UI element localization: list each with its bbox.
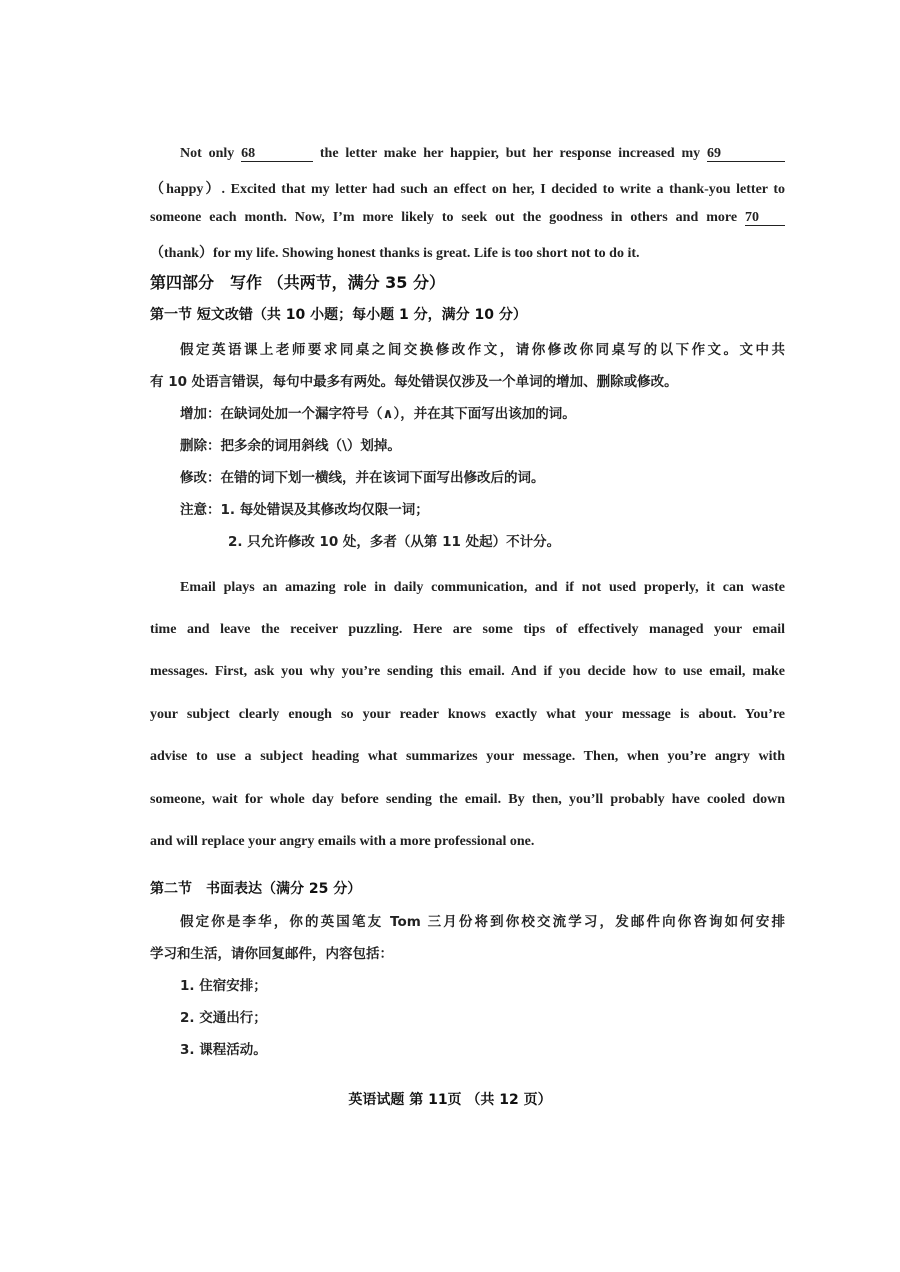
content-point-1: 1. 住宿安排； (180, 978, 267, 994)
blank-69: 69 (707, 147, 785, 162)
proofread-line-7: and will replace your angry emails with a more professional one. (150, 834, 535, 849)
section2-prompt-1: 假定你是李华，你的英国笔友 Tom 三月份将到你校交流学习，发邮件向你咨询如何安排 (180, 914, 785, 930)
proofread-line-6: someone, wait for whole day before sending the email. By then, you’ll probably have cooled down (150, 792, 785, 807)
section1-instruction-2: 有 10 处语言错误，每句中最多有两处。每处错误仅涉及一个单词的增加、删除或修改。 (150, 374, 678, 390)
rule-delete: 删除：把多余的词用斜线（\）划掉。 (180, 438, 401, 454)
part4-heading: 第四部分 写作 （共两节，满分 35 分） (150, 273, 445, 292)
passage-line-1 (150, 146, 785, 162)
rule-modify: 修改：在错的词下划一横线，并在该词下面写出修改后的词。 (180, 470, 545, 486)
proofread-line-5: advise to use a subject heading what summarizes your message. Then, when you’re angry with (150, 749, 785, 764)
passage-text: Not only (180, 146, 235, 161)
passage-line-4: （thank）for my life. Showing honest thanks is great. Life is too short not to do it. (150, 246, 640, 261)
passage-line-3 (150, 210, 785, 226)
proofread-line-3: messages. First, ask you why you’re sending this email. And if you decide how to use email, make (150, 664, 785, 679)
rule-note-2: 2. 只允许修改 10 处，多者（从第 11 处起）不计分。 (228, 534, 561, 550)
passage-text: someone each month. Now, I’m more likely to seek out the goodness in others and more (150, 210, 738, 225)
blank-70: 70 (745, 211, 785, 226)
blank-68: 68 (241, 147, 313, 162)
passage-text: the letter make her happier, but her response increased my (319, 146, 701, 161)
content-point-2: 2. 交通出行； (180, 1010, 267, 1026)
section2-prompt-2: 学习和生活，请你回复邮件，内容包括： (150, 946, 393, 962)
page-footer: 英语试题 第 11页 （共 12 页） (348, 1092, 552, 1108)
section1-instruction-1: 假定英语课上老师要求同桌之间交换修改作文，请你修改你同桌写的以下作文。文中共 (180, 342, 785, 358)
rule-add: 增加：在缺词处加一个漏字符号（∧），并在其下面写出该加的词。 (180, 406, 576, 422)
proofread-line-2: time and leave the receiver puzzling. Here are some tips of effectively managed your email (150, 622, 785, 637)
passage-line-2: （happy）. Excited that my letter had such an effect on her, I decided to write a thank-you letter to (150, 182, 785, 197)
content-point-3: 3. 课程活动。 (180, 1042, 267, 1058)
rule-note-1: 注意：1. 每处错误及其修改均仅限一词； (180, 502, 429, 518)
proofread-line-1: Email plays an amazing role in daily communication, and if not used properly, it can waste (180, 580, 785, 595)
section1-heading: 第一节 短文改错（共 10 小题；每小题 1 分，满分 10 分） (150, 307, 527, 323)
section2-heading: 第二节 书面表达（满分 25 分） (150, 881, 362, 897)
proofread-line-4: your subject clearly enough so your reader knows exactly what your message is about. You’re (150, 707, 785, 722)
